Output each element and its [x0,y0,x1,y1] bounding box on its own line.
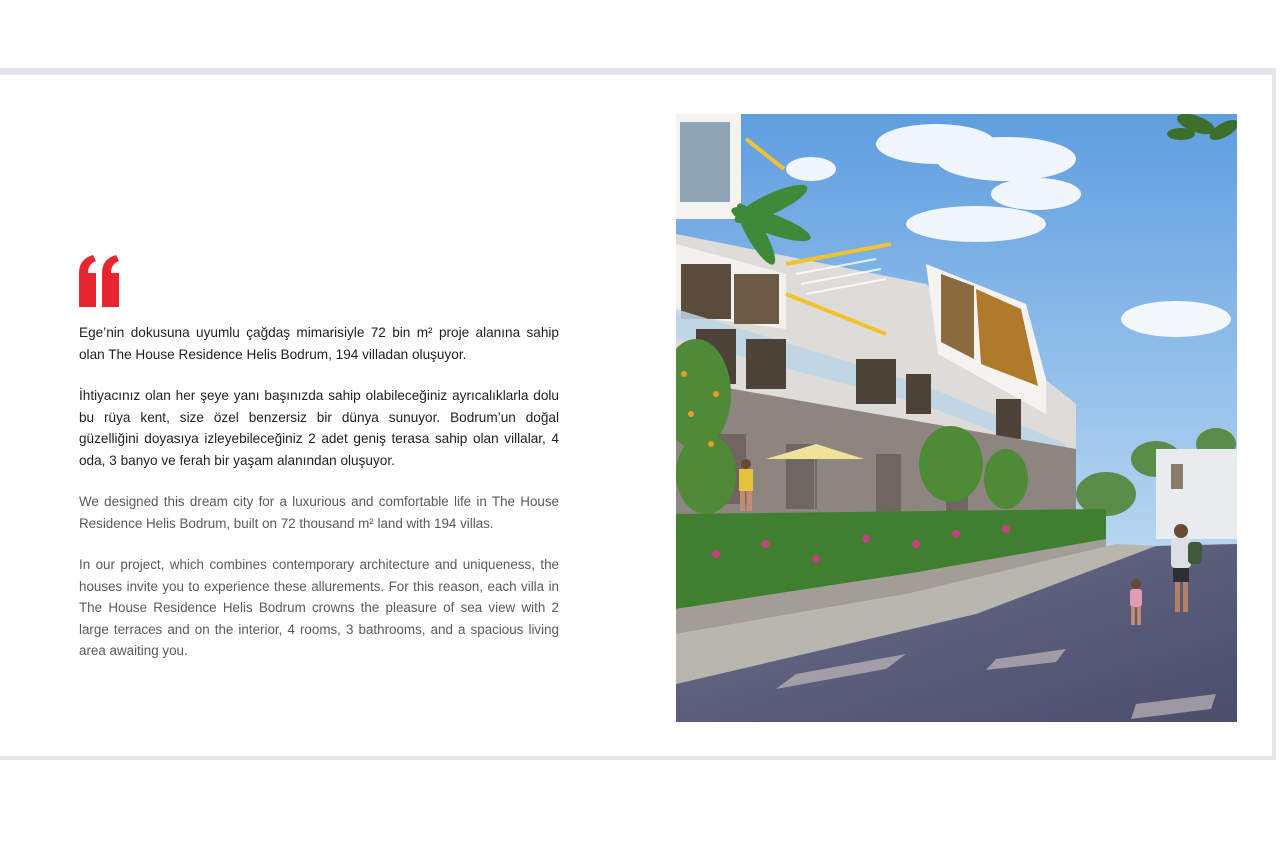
english-paragraph-1: We designed this dream city for a luxurious and comfortable life in The House Residence Helis Bodrum, built on 72 thousand m² land with 194 villas. [79,494,559,531]
turkish-paragraph-1: Ege’nin dokusuna uyumlu çağdaş mimarisiyle 72 bin m² proje alanına sahip olan The House Residence Helis Bodrum, 194 villadan oluşuyor. [79,325,559,362]
turkish-paragraph-2: İhtiyacınız olan her şeye yanı başınızda sahip olabileceğiniz ayrıcalıklarla dolu bu rüya kent, size özel benzersiz bir dünya sunuyor. Bodrum’un doğal güzelliğini doyasıya izleyebileceğiniz 2 adet geniş terasa sahip olan villalar, 4 oda, 3 banyo ve ferah bir yaşam alanından oluşuyor. [79,388,559,468]
quotation-mark-icon [77,253,123,309]
english-paragraph-2: In our project, which combines contemporary architecture and uniqueness, the houses invite you to experience these allurements. For this reason, each villa in The House Residence Helis Bodrum crowns the pleasure of sea view with 2 large terraces and on the interior, 4 rooms, 3 bathrooms, and a spacious living area awaiting you. [79,557,559,658]
text-column [79,322,559,682]
villa-rendering-image [676,114,1237,722]
